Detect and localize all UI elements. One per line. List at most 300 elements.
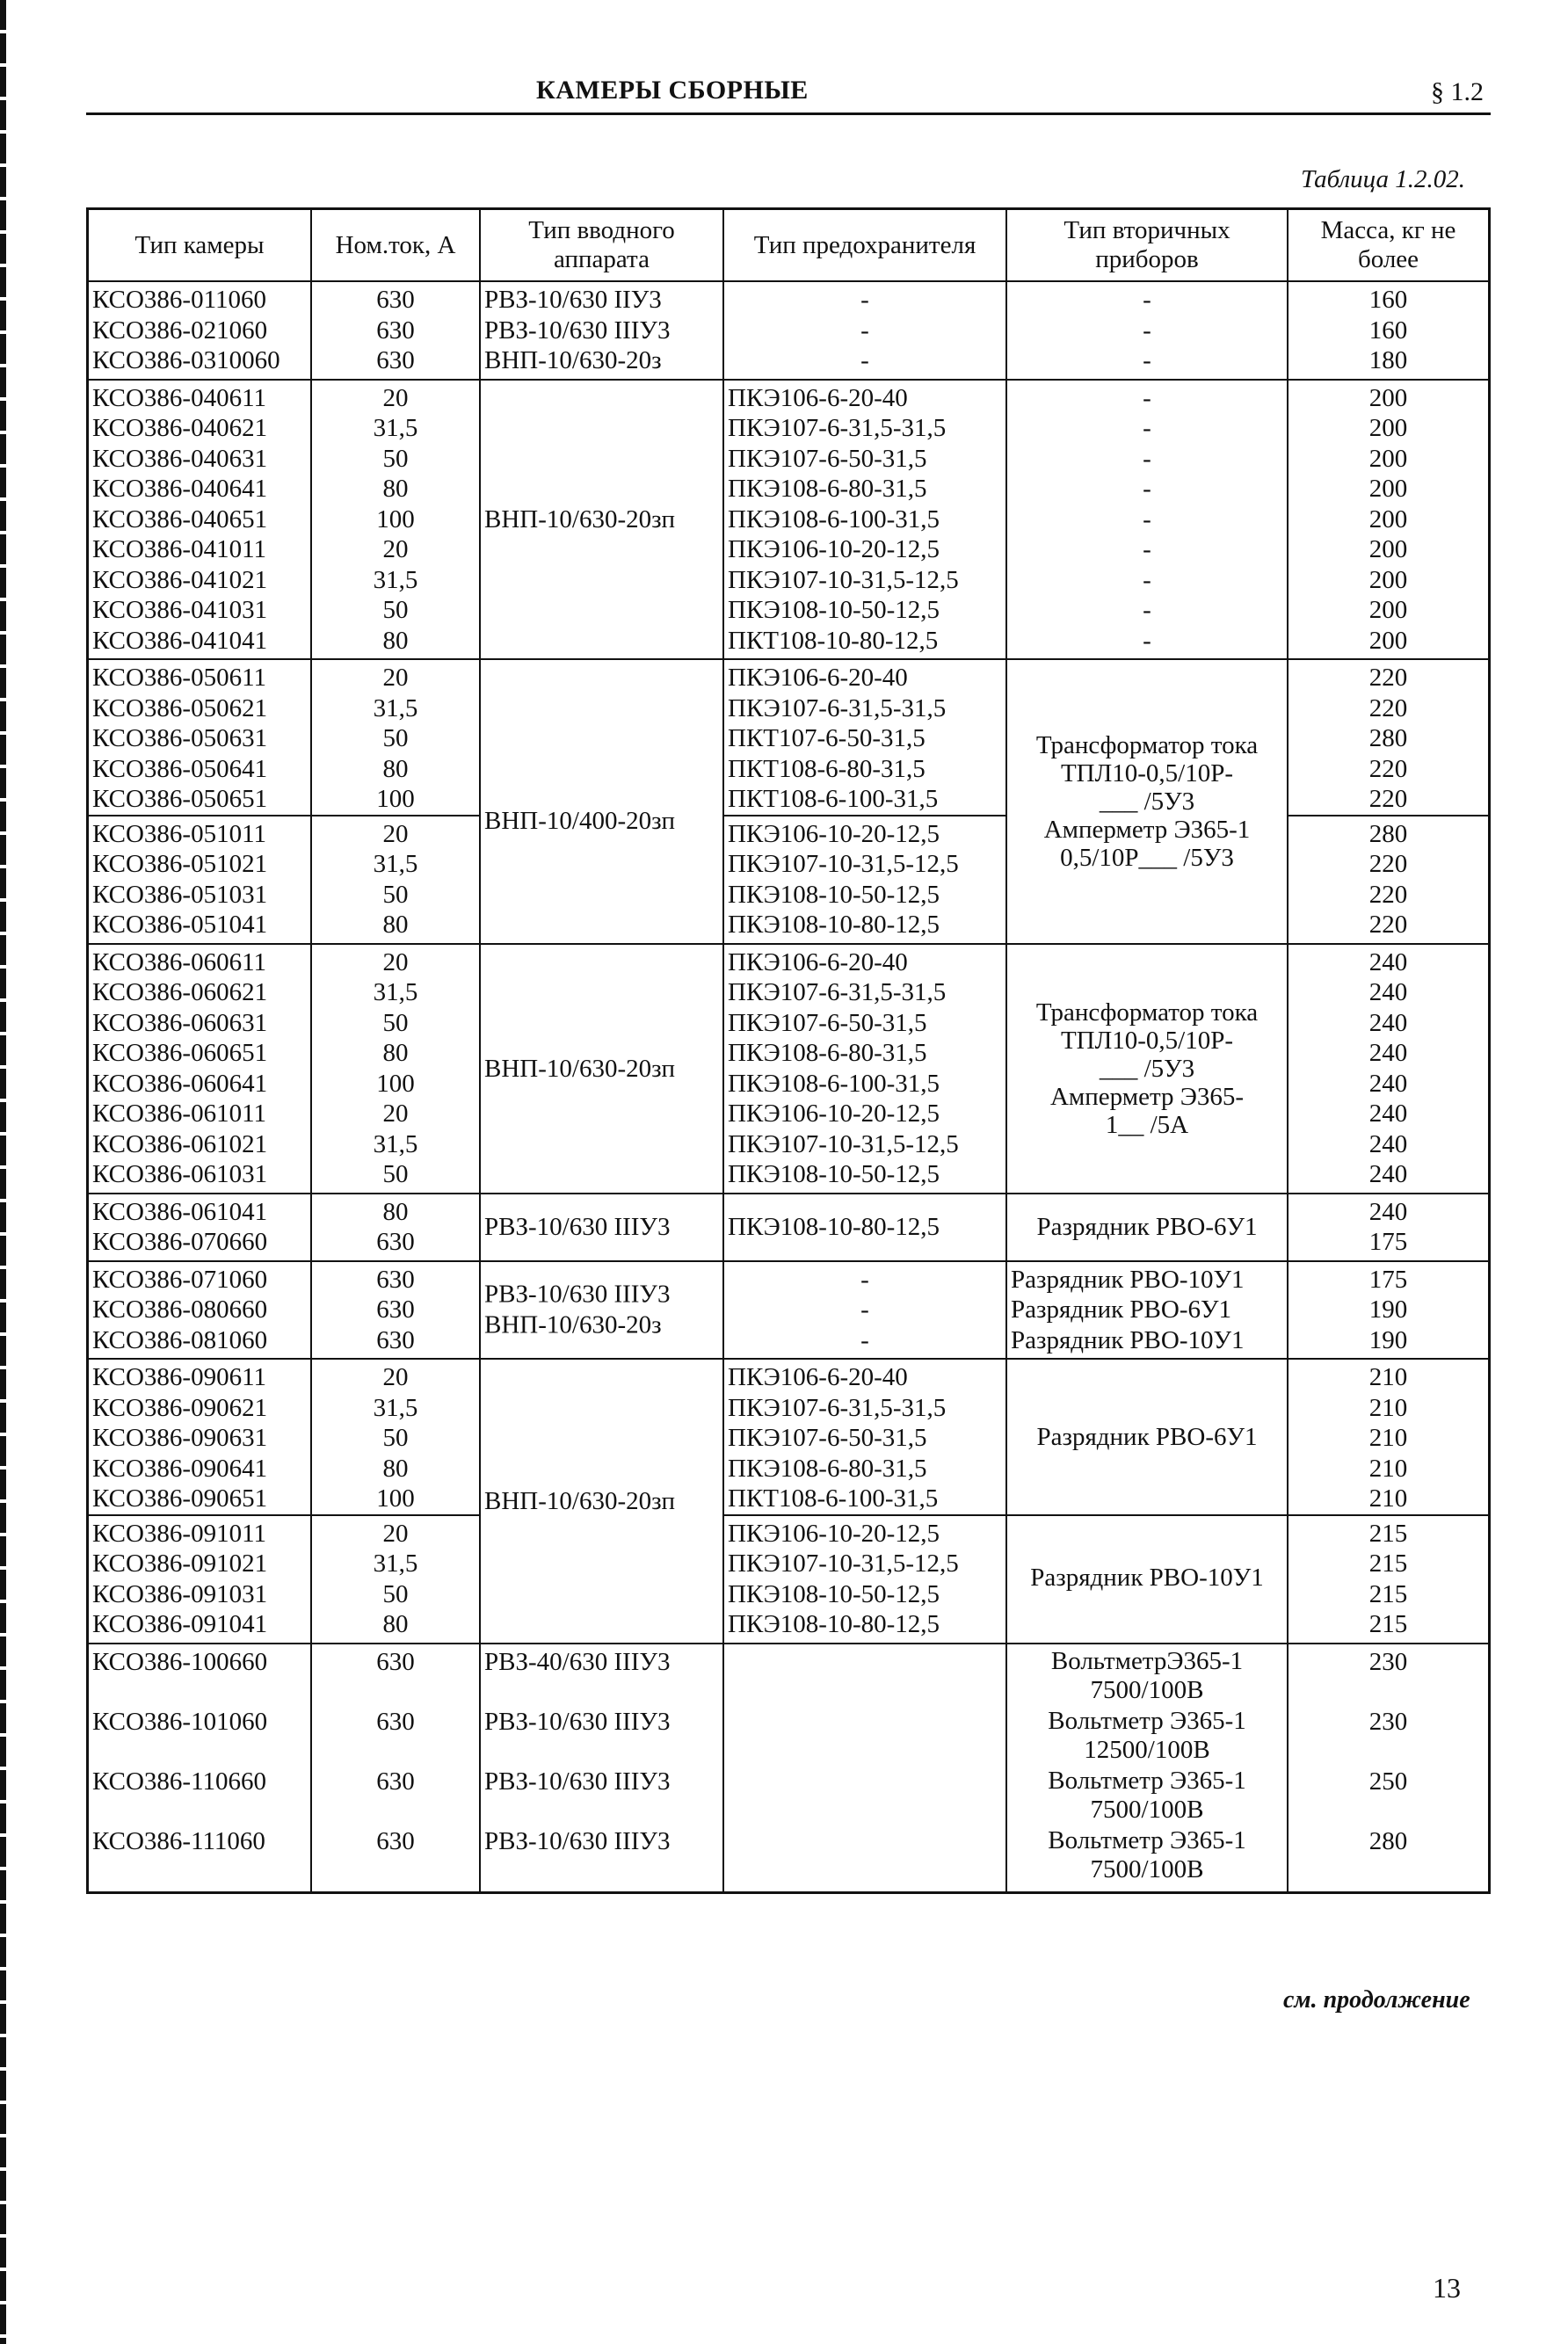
cell-value: 80 [382, 1610, 409, 1638]
row-block [316, 1826, 475, 1886]
cell-value: 50 [382, 1160, 409, 1188]
cell-list [89, 381, 310, 659]
cell-value: - [1143, 596, 1151, 624]
cell-value: 215 [1368, 1579, 1408, 1608]
cell-value: Амперметр Э365- [1049, 1082, 1245, 1111]
cell-value: 7500/100В [1090, 1795, 1204, 1824]
cell-value: ___ /5У3 [1099, 787, 1195, 816]
cell-list [722, 945, 1005, 1193]
cell-value: ПКЭ107-10-31,5-12,5 [728, 565, 959, 594]
row-block [316, 1707, 475, 1767]
cell-list [89, 1514, 310, 1640]
cell-value: - [1143, 475, 1151, 503]
instrument-label: Разрядник РВО-6У1 [1036, 1212, 1258, 1241]
cell-value: КСО386-061031 [92, 1160, 268, 1188]
table-row-group [89, 943, 1488, 1193]
cell-value: 215 [1368, 1549, 1408, 1578]
cell-value: 250 [1368, 1767, 1408, 1796]
row-block [1292, 1767, 1485, 1826]
cell-value: 200 [1368, 565, 1408, 594]
cell-value: КСО386-041031 [92, 596, 268, 624]
cell-value: КСО386-100660 [92, 1647, 268, 1676]
cell-list [728, 663, 1002, 815]
cell-value: КСО386-050611 [92, 664, 266, 692]
cell-value: 230 [1368, 1707, 1408, 1736]
cell-value: 240 [1368, 1197, 1408, 1226]
row-block [1292, 1826, 1485, 1886]
cell-list [1011, 998, 1283, 1139]
cell-list [89, 1262, 310, 1359]
apparatus-label: РВЗ-10/630 IIIУ3 [484, 1212, 671, 1241]
cell-value: 0,5/10Р___ /5У3 [1060, 843, 1234, 872]
row-block [1292, 1707, 1485, 1767]
cell-value: ПКЭ108-6-80-31,5 [728, 1454, 927, 1483]
cell-value: ___ /5У3 [1099, 1054, 1195, 1083]
apparatus-label: ВНП-10/630-20зп [484, 1486, 676, 1515]
cell-list [1287, 945, 1488, 1193]
cell-value: 220 [1368, 911, 1408, 939]
cell-value: 100 [376, 1069, 415, 1098]
cell-value: РВЗ-10/630 IIУ3 [484, 286, 662, 314]
cell-value: 220 [1368, 785, 1408, 813]
cell-value: ПКЭ108-6-100-31,5 [728, 1069, 940, 1098]
cell-value: - [1143, 535, 1151, 563]
cell-value: ПКЭ108-10-80-12,5 [728, 911, 940, 939]
cell-value: - [1143, 626, 1151, 655]
cell-value: РВЗ-10/630 IIIУ3 [484, 1826, 671, 1855]
cell-value: КСО386-041021 [92, 565, 268, 594]
cell-value: Вольтметр Э365-1 [1048, 1706, 1246, 1735]
cell-value: Трансформатор тока [1035, 998, 1259, 1027]
cell-value: - [860, 1295, 869, 1324]
cell-value: 80 [382, 1197, 409, 1226]
cell-value: 20 [382, 1363, 409, 1391]
cell-value: ПКЭ107-6-50-31,5 [728, 1008, 927, 1037]
cell-value: КСО386-011060 [92, 286, 266, 314]
cell-value: - [1143, 504, 1151, 533]
cell-value: КСО386-040631 [92, 444, 268, 473]
cell-value: КСО386-061041 [92, 1197, 268, 1226]
cell-list [316, 663, 475, 815]
cell-value: - [1143, 286, 1151, 314]
cell-list [92, 1362, 307, 1514]
cell-value: КСО386-091041 [92, 1610, 268, 1638]
cell-value: ПКЭ107-6-31,5-31,5 [728, 978, 947, 1006]
cell-value: КСО386-040651 [92, 504, 268, 533]
cell-value: 31,5 [373, 850, 418, 878]
cell-list [310, 1194, 479, 1260]
cell-value: 280 [1368, 1826, 1408, 1855]
cell-value: - [860, 316, 869, 345]
cell-value: ПКЭ106-6-20-40 [728, 947, 908, 976]
cell-value: 20 [382, 1519, 409, 1548]
cell-value: КСО386-051031 [92, 880, 268, 909]
cell-value: 80 [382, 754, 409, 783]
cell-value: - [1143, 414, 1151, 442]
cell-list [722, 282, 1005, 379]
cell-value: 20 [382, 664, 409, 692]
instrument-label: Разрядник РВО-6У1 [1036, 1422, 1258, 1451]
cell-value: КСО386-091031 [92, 1579, 268, 1608]
cell-value: КСО386-081060 [92, 1325, 268, 1354]
row-block [484, 1647, 719, 1707]
cell-value: ПКЭ108-10-80-12,5 [728, 1610, 940, 1638]
cell-value: ПКЭ106-10-20-12,5 [728, 819, 940, 848]
continued-note: см. продолжение [1283, 1986, 1470, 2014]
cell-value: 630 [376, 1647, 415, 1676]
cell-value: КСО386-091021 [92, 1549, 268, 1578]
cell-value: - [1143, 565, 1151, 594]
cell-value: 630 [376, 346, 415, 374]
column-header: Ном.ток, А [310, 210, 479, 280]
cell-value: 12500/100В [1084, 1735, 1210, 1764]
row-block [484, 1767, 719, 1826]
cell-value: 210 [1368, 1363, 1408, 1391]
row-block [1011, 1707, 1283, 1767]
cell-value: 100 [376, 504, 415, 533]
table-cell [310, 1644, 479, 1891]
cell-value: 200 [1368, 444, 1408, 473]
cell-value: КСО386-060641 [92, 1069, 268, 1098]
row-block [92, 1707, 307, 1767]
cell-value: 7500/100В [1090, 1675, 1204, 1704]
table-cell [1287, 1644, 1488, 1891]
column-header: Тип камеры [134, 230, 265, 259]
cell-value: КСО386-090641 [92, 1454, 268, 1483]
cell-list [312, 1514, 479, 1640]
cell-list [484, 1280, 719, 1340]
cell-list [310, 381, 479, 659]
cell-value: 630 [376, 1265, 415, 1294]
cell-value: - [1143, 316, 1151, 345]
table-row-group [89, 1358, 1488, 1643]
cell-value: 80 [382, 626, 409, 655]
fuse-label: ПКЭ108-10-80-12,5 [728, 1212, 940, 1241]
cell-value: 7500/100В [1090, 1854, 1204, 1883]
cell-value: 50 [382, 1424, 409, 1452]
cell-value: ПКЭ106-6-20-40 [728, 664, 908, 692]
table-row-group [89, 379, 1488, 659]
cell-value: 220 [1368, 693, 1408, 722]
cell-value: - [860, 1325, 869, 1354]
cell-value: 240 [1368, 1129, 1408, 1158]
cell-value: 200 [1368, 414, 1408, 442]
cell-value: 630 [376, 316, 415, 345]
page-number: 13 [1433, 2272, 1461, 2304]
cell-list [1005, 282, 1287, 379]
cell-value: 240 [1368, 978, 1408, 1006]
cell-value: 220 [1368, 754, 1408, 783]
cell-value: ВНП-10/630-20з [484, 1310, 662, 1339]
cell-value: 31,5 [373, 1129, 418, 1158]
row-block [484, 1826, 719, 1886]
cell-list [89, 945, 310, 1193]
cell-value: Разрядник РВО-6У1 [1011, 1295, 1232, 1324]
cell-list [1287, 381, 1488, 659]
column-header: Тип предохранителя [722, 210, 1005, 280]
cell-value: ПКТ108-6-100-31,5 [728, 1484, 939, 1513]
row-block [316, 1647, 475, 1707]
cell-value: КСО386-070660 [92, 1228, 268, 1256]
cell-value: ПКТ108-10-80-12,5 [728, 626, 939, 655]
cell-value: ПКЭ107-6-31,5-31,5 [728, 414, 947, 442]
cell-value: Разрядник РВО-10У1 [1011, 1265, 1245, 1294]
cell-value: КСО386-060651 [92, 1039, 268, 1067]
cell-list [724, 815, 1005, 940]
cell-value: 220 [1368, 850, 1408, 878]
cell-list [1287, 1194, 1488, 1260]
cell-value: 50 [382, 724, 409, 752]
cell-value: 20 [382, 819, 409, 848]
cell-value: 80 [382, 475, 409, 503]
table-cell [89, 1644, 310, 1891]
cell-value: 50 [382, 1008, 409, 1037]
cell-value: КСО386-061021 [92, 1129, 268, 1158]
cell-list [1287, 282, 1488, 379]
cell-value: КСО386-050621 [92, 693, 268, 722]
cell-value: КСО386-040621 [92, 414, 268, 442]
cell-value: 190 [1368, 1295, 1408, 1324]
table-row-group [89, 1193, 1488, 1260]
cell-value: ПКЭ107-6-50-31,5 [728, 1424, 927, 1452]
cell-list [310, 282, 479, 379]
cell-value: КСО386-060631 [92, 1008, 268, 1037]
cell-value: КСО386-090631 [92, 1424, 268, 1452]
apparatus-label: ВНП-10/400-20зп [484, 807, 676, 835]
cell-list [89, 282, 310, 379]
cell-value: ПКТ107-6-50-31,5 [728, 724, 926, 752]
cell-value: 175 [1368, 1265, 1408, 1294]
table-cell [1005, 1644, 1287, 1891]
cell-value: - [860, 346, 869, 374]
cell-value: ТПЛ10-0,5/10Р- [1060, 758, 1234, 787]
cell-list [724, 1514, 1005, 1640]
cell-value: 210 [1368, 1484, 1408, 1513]
cell-list [479, 282, 722, 379]
cell-value: ПКЭ106-10-20-12,5 [728, 1519, 940, 1548]
table-cell [722, 1644, 1005, 1891]
instrument-label: Разрядник РВО-10У1 [1007, 1514, 1287, 1639]
cell-value: КСО386-090651 [92, 1484, 268, 1513]
cell-value: КСО386-051011 [92, 819, 266, 848]
row-block [1011, 1826, 1283, 1886]
cell-value: КСО386-080660 [92, 1295, 268, 1324]
cell-value: 31,5 [373, 693, 418, 722]
cell-value: ПКЭ108-10-50-12,5 [728, 1160, 940, 1188]
cell-value: 190 [1368, 1325, 1408, 1354]
cell-value: 20 [382, 383, 409, 412]
cell-value: 215 [1368, 1610, 1408, 1638]
cell-value: КСО386-110660 [92, 1767, 266, 1796]
cell-value: Трансформатор тока [1035, 730, 1259, 759]
cell-value: РВЗ-40/630 IIIУ3 [484, 1647, 671, 1676]
cell-value: 50 [382, 880, 409, 909]
cell-list [1005, 381, 1287, 659]
cell-value: ПКЭ106-10-20-12,5 [728, 1099, 940, 1128]
column-header: Тип вводного аппарата [479, 210, 722, 280]
cell-value: 630 [376, 1826, 415, 1855]
cell-value: ПКЭ106-10-20-12,5 [728, 535, 940, 563]
cell-value: Вольтметр Э365-1 [1048, 1825, 1246, 1854]
cell-value: 20 [382, 947, 409, 976]
cell-value: 100 [376, 1484, 415, 1513]
cell-value: ПКЭ108-6-80-31,5 [728, 475, 927, 503]
cell-value: 20 [382, 535, 409, 563]
cell-value: 240 [1368, 1039, 1408, 1067]
cell-value: РВЗ-10/630 IIIУ3 [484, 1707, 671, 1736]
cell-value: 160 [1368, 316, 1408, 345]
cell-list [1289, 815, 1488, 940]
row-block [484, 1707, 719, 1767]
cell-value: - [860, 1265, 869, 1294]
cell-list [1005, 1262, 1287, 1359]
cell-value: ПКЭ108-6-100-31,5 [728, 504, 940, 533]
cell-value: КСО386-050651 [92, 785, 268, 813]
cell-value: 630 [376, 286, 415, 314]
cell-value: - [860, 286, 869, 314]
cell-list [722, 1262, 1005, 1359]
table-row-group [89, 658, 1488, 943]
cell-value: ПКЭ107-6-50-31,5 [728, 444, 927, 473]
cell-value: 50 [382, 596, 409, 624]
cell-value: 230 [1368, 1647, 1408, 1676]
cell-value: ПКЭ108-10-50-12,5 [728, 880, 940, 909]
cell-value: КСО386-061011 [92, 1099, 266, 1128]
cell-value: 240 [1368, 1099, 1408, 1128]
cell-value: 80 [382, 911, 409, 939]
cell-value: ПКЭ107-6-31,5-31,5 [728, 693, 947, 722]
cell-value: 240 [1368, 1008, 1408, 1037]
data-table [86, 207, 1491, 1894]
apparatus-label: ВНП-10/630-20зп [484, 1054, 676, 1083]
section-number: § 1.2 [1431, 77, 1484, 106]
cell-list [89, 815, 310, 940]
row-block [92, 1647, 307, 1707]
cell-value: КСО386-040641 [92, 475, 268, 503]
cell-value: ПКЭ108-10-50-12,5 [728, 1579, 940, 1608]
cell-value: 240 [1368, 1069, 1408, 1098]
table-row-group [89, 280, 1488, 379]
cell-value: РВЗ-10/630 IIIУ3 [484, 1767, 671, 1796]
cell-value: 240 [1368, 1160, 1408, 1188]
cell-value: КСО386-090611 [92, 1363, 266, 1391]
cell-value: КСО386-071060 [92, 1265, 268, 1294]
cell-value: ВольтметрЭ365-1 [1050, 1646, 1244, 1675]
cell-value: 175 [1368, 1228, 1408, 1256]
cell-value: КСО386-090621 [92, 1393, 268, 1422]
cell-value: 210 [1368, 1454, 1408, 1483]
cell-value: ПКЭ107-10-31,5-12,5 [728, 1549, 959, 1578]
cell-value: 200 [1368, 596, 1408, 624]
cell-value: Амперметр Э365-1 [1043, 815, 1251, 844]
cell-value: КСО386-060611 [92, 947, 266, 976]
cell-value: РВЗ-10/630 IIIУ3 [484, 316, 671, 345]
cell-list [1287, 1262, 1488, 1359]
cell-value: КСО386-051021 [92, 850, 268, 878]
cell-value: КСО386-021060 [92, 316, 268, 345]
cell-list [1292, 1362, 1485, 1514]
cell-value: 31,5 [373, 414, 418, 442]
cell-value: КСО386-040611 [92, 383, 266, 412]
column-header: Масса, кг не более [1287, 210, 1488, 280]
cell-value: ПКЭ106-6-20-40 [728, 383, 908, 412]
cell-list [312, 815, 479, 940]
scan-edge [0, 0, 6, 2344]
cell-value: КСО386-091011 [92, 1519, 266, 1548]
column-header: Тип вторичных приборов [1005, 210, 1287, 280]
cell-value: 210 [1368, 1393, 1408, 1422]
cell-value: 100 [376, 785, 415, 813]
cell-value: ПКЭ107-10-31,5-12,5 [728, 850, 959, 878]
cell-value: 200 [1368, 383, 1408, 412]
cell-list [316, 1362, 475, 1514]
cell-value: КСО386-111060 [92, 1826, 265, 1855]
cell-value: ВНП-10/630-20з [484, 346, 662, 374]
cell-value: ПКТ108-6-100-31,5 [728, 785, 939, 813]
cell-value: КСО386-050641 [92, 754, 268, 783]
cell-value: 215 [1368, 1519, 1408, 1548]
cell-value: 630 [376, 1767, 415, 1796]
cell-value: 220 [1368, 880, 1408, 909]
cell-value: 20 [382, 1099, 409, 1128]
row-block [1011, 1767, 1283, 1826]
table-header-row [89, 210, 1488, 280]
cell-value: Вольтметр Э365-1 [1048, 1766, 1246, 1795]
cell-value: ПКЭ108-6-80-31,5 [728, 1039, 927, 1067]
cell-value: ПКЭ107-10-31,5-12,5 [728, 1129, 959, 1158]
cell-value: КСО386-101060 [92, 1707, 268, 1736]
cell-list [728, 1362, 1002, 1514]
cell-list [1289, 1514, 1488, 1640]
cell-list [92, 663, 307, 815]
cell-value: 200 [1368, 504, 1408, 533]
cell-value: 50 [382, 444, 409, 473]
cell-value: КСО386-041011 [92, 535, 266, 563]
cell-value: ТПЛ10-0,5/10Р- [1060, 1026, 1234, 1055]
cell-list [89, 1194, 310, 1260]
table-label: Таблица 1.2.02. [1301, 165, 1465, 193]
apparatus-label: ВНП-10/630-20зп [484, 504, 676, 533]
cell-value: ПКТ108-6-80-31,5 [728, 754, 926, 783]
cell-value: ПКЭ106-6-20-40 [728, 1363, 908, 1391]
cell-value: - [1143, 346, 1151, 374]
cell-value: КСО386-041041 [92, 626, 268, 655]
cell-value: 210 [1368, 1424, 1408, 1452]
row-block [92, 1826, 307, 1886]
cell-value: 180 [1368, 346, 1408, 374]
header-rule [86, 112, 1491, 115]
table-row-group [89, 1260, 1488, 1359]
cell-value: 630 [376, 1325, 415, 1354]
cell-value: 280 [1368, 724, 1408, 752]
row-block [316, 1767, 475, 1826]
cell-value: 31,5 [373, 565, 418, 594]
cell-value: 220 [1368, 664, 1408, 692]
cell-value: - [1143, 383, 1151, 412]
cell-value: 630 [376, 1295, 415, 1324]
cell-value: 200 [1368, 626, 1408, 655]
cell-value: - [1143, 444, 1151, 473]
cell-value: 80 [382, 1039, 409, 1067]
cell-list [1292, 663, 1485, 815]
cell-value: КСО386-050631 [92, 724, 268, 752]
cell-list [310, 1262, 479, 1359]
cell-value: 31,5 [373, 1393, 418, 1422]
cell-value: КСО386-0310060 [92, 346, 280, 374]
row-block [92, 1767, 307, 1826]
cell-value: 280 [1368, 819, 1408, 848]
cell-value: 200 [1368, 535, 1408, 563]
